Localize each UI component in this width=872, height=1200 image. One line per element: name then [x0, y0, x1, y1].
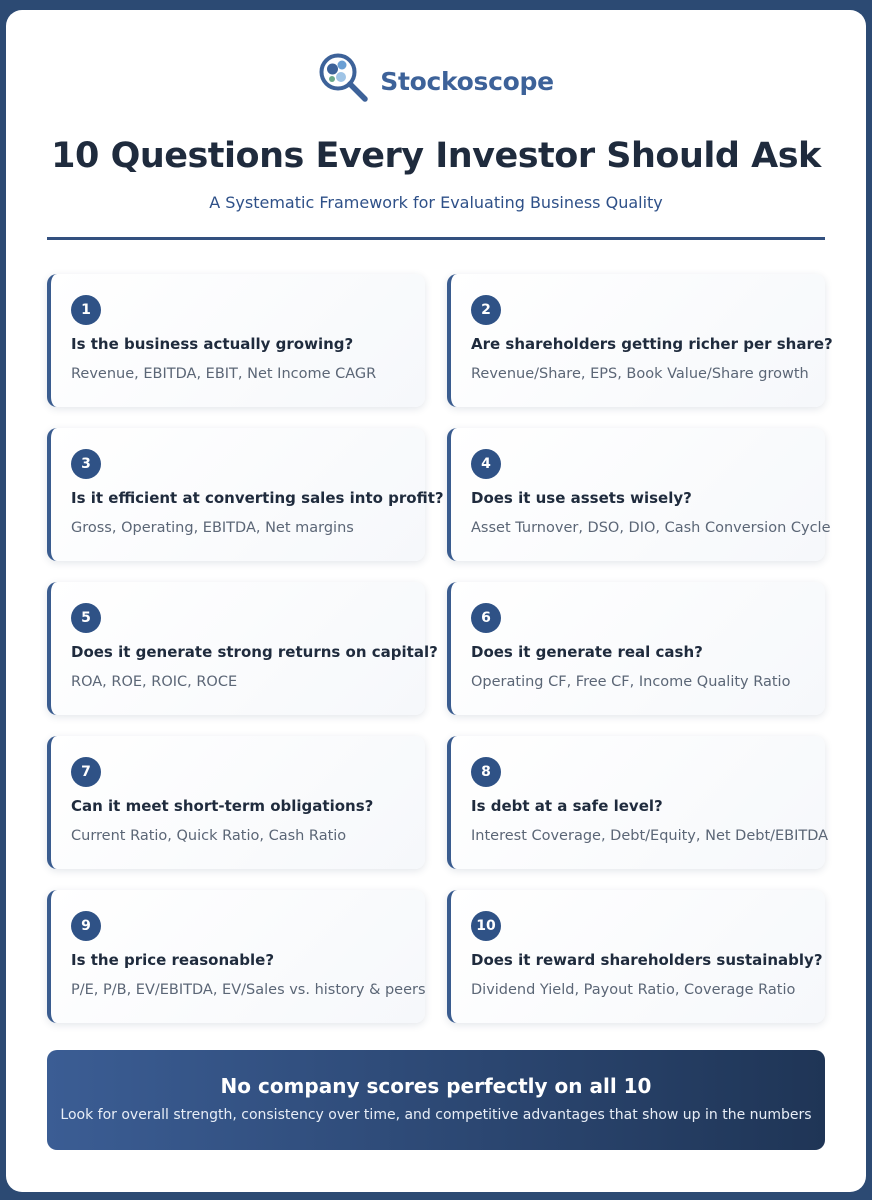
question-number-badge: 1 [71, 295, 101, 325]
question-metrics: P/E, P/B, EV/EBITDA, EV/Sales vs. history & peers [71, 982, 426, 998]
infographic-card [6, 10, 866, 1192]
questions-grid [47, 274, 833, 1023]
question-number-badge: 10 [471, 911, 501, 941]
question-card [47, 736, 425, 869]
question-card [447, 428, 831, 561]
question-card [447, 736, 829, 869]
question-metrics: Revenue, EBITDA, EBIT, Net Income CAGR [71, 366, 377, 382]
question-text: Is it efficient at converting sales into profit? [71, 489, 444, 507]
page-title: 10 Questions Every Investor Should Ask [51, 136, 821, 176]
page-subtitle: A Systematic Framework for Evaluating Business Quality [209, 193, 663, 212]
question-number-badge: 8 [471, 757, 501, 787]
question-card [447, 274, 833, 407]
question-metrics: Current Ratio, Quick Ratio, Cash Ratio [71, 828, 347, 844]
summary-banner [47, 1050, 825, 1150]
question-metrics: Dividend Yield, Payout Ratio, Coverage Ratio [471, 982, 796, 998]
question-metrics: Interest Coverage, Debt/Equity, Net Debt/EBITDA [471, 828, 829, 844]
question-text: Does it reward shareholders sustainably? [471, 951, 823, 969]
question-number-badge: 9 [71, 911, 101, 941]
brand-logo [6, 52, 866, 110]
question-metrics: Revenue/Share, EPS, Book Value/Share growth [471, 366, 809, 382]
question-number-badge: 7 [71, 757, 101, 787]
question-text: Are shareholders getting richer per share? [471, 335, 833, 353]
question-metrics: Operating CF, Free CF, Income Quality Ratio [471, 674, 791, 690]
question-number-badge: 3 [71, 449, 101, 479]
question-metrics: Asset Turnover, DSO, DIO, Cash Conversion Cycle [471, 520, 831, 536]
magnifier-icon [318, 52, 372, 110]
banner-title: No company scores perfectly on all 10 [220, 1074, 652, 1098]
question-text: Is debt at a safe level? [471, 797, 663, 815]
question-text: Can it meet short-term obligations? [71, 797, 374, 815]
question-number-badge: 5 [71, 603, 101, 633]
brand-name: Stockoscope [380, 66, 554, 96]
question-number-badge: 2 [471, 295, 501, 325]
question-text: Does it generate real cash? [471, 643, 703, 661]
question-number-badge: 4 [471, 449, 501, 479]
question-card [47, 890, 425, 1023]
question-card [47, 582, 438, 715]
banner-text: Look for overall strength, consistency over time, and competitive advantages that show up in the numbers [60, 1107, 812, 1123]
question-card [47, 428, 444, 561]
question-number-badge: 6 [471, 603, 501, 633]
question-text: Does it generate strong returns on capital? [71, 643, 438, 661]
question-text: Is the price reasonable? [71, 951, 275, 969]
question-card [47, 274, 425, 407]
question-metrics: ROA, ROE, ROIC, ROCE [71, 674, 238, 690]
header-divider [47, 237, 825, 240]
question-text: Is the business actually growing? [71, 335, 354, 353]
question-card [447, 582, 825, 715]
question-metrics: Gross, Operating, EBITDA, Net margins [71, 520, 354, 536]
question-card [447, 890, 825, 1023]
question-text: Does it use assets wisely? [471, 489, 692, 507]
